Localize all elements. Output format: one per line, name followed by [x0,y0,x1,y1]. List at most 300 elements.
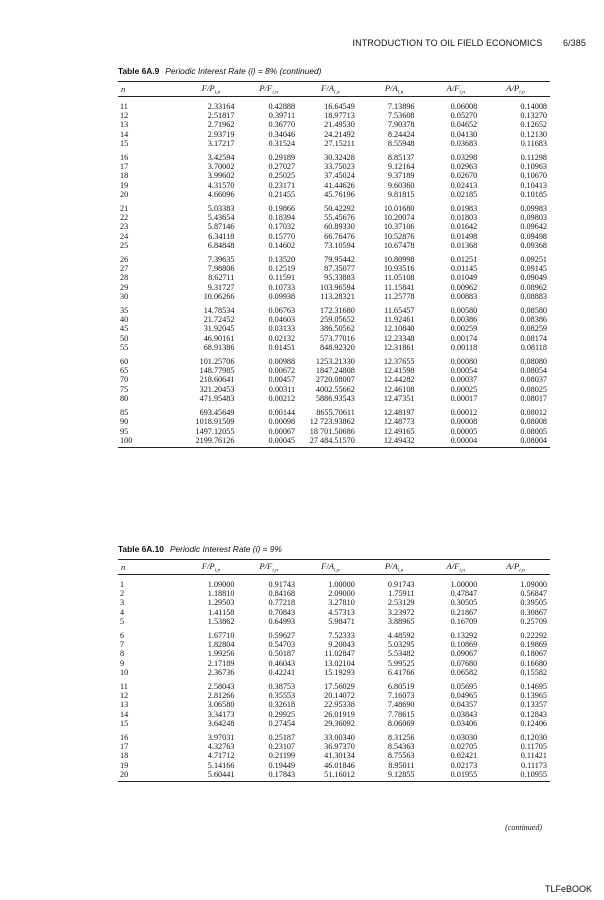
table-row [118,171,550,180]
table-cell: 0.00174 [450,333,478,343]
table-cell: 13 [120,700,129,710]
table-cell: 0.19866 [268,204,296,214]
table-cell: 4.31570 [207,180,235,190]
table-cell: 0.00311 [268,384,296,394]
table-cell: 321.20453 [199,384,235,394]
table-cell: 8.75563 [387,751,415,761]
table-cell: 0.42888 [268,102,296,111]
table-cell: 2.58043 [207,682,235,692]
table-cell: 0.12652 [520,120,547,130]
table-cell: 0.01049 [450,273,478,283]
table-cell: 2199.76126 [195,435,235,445]
table-row [118,352,550,366]
table-cell: 0.08017 [520,393,547,403]
table-cell: 11.15841 [384,282,415,292]
table-cell: 33.75023 [324,162,355,172]
table-cell: 4.48592 [387,631,415,641]
column-header: $P/A_{i,n}$ [384,82,404,96]
table-cell: 6.80519 [387,682,415,692]
table-cell: 11.02847 [324,649,355,659]
table-cell: 0.15770 [268,231,296,241]
table-cell: 30.32428 [324,153,355,163]
table-row [118,301,550,315]
table-cell: 80 [120,393,129,403]
table-cell: 1.82804 [207,640,235,650]
row-group [118,199,550,250]
table-cell: 1.67710 [207,631,235,641]
table-cell: 0.01251 [450,255,478,265]
column-header: $A/F_{i,n}$ [446,560,466,574]
table-cell: 0.09983 [520,204,547,214]
row-group [118,575,550,627]
table-cell: 7 [120,640,125,650]
table-cell: 0.08386 [520,315,547,325]
table-cell: 9.12164 [387,162,415,172]
table-cell: 0.00457 [268,375,296,385]
table-caption [118,66,550,76]
table-cell: 0.25187 [268,733,296,743]
table-cell: 31.92045 [203,324,235,334]
table-cell: 7.52333 [328,631,355,641]
table-cell: 0.02705 [450,742,478,752]
table-cell: 0.29925 [268,709,296,719]
table-cell: 10.93516 [383,264,415,274]
table-cell: 0.12519 [268,264,296,274]
table-cell: 0.00037 [450,375,478,385]
table-cell: 0.34046 [268,129,296,139]
table-row [118,608,550,617]
table-row [118,668,550,677]
table-cell: 24 [120,231,129,241]
table-cell: 7.13896 [387,102,415,111]
table-cell: 70 [120,375,129,385]
table-cell: 0.09498 [520,231,547,241]
table-cell: 172.31680 [320,306,355,316]
table-cell: 0.00988 [268,357,296,367]
column-header: $P/A_{i,n}$ [384,560,404,574]
table-cell: 0.17032 [268,222,296,232]
table-cell: 101.25706 [199,357,235,367]
table-row [118,710,550,719]
table-cell: 7.90378 [387,120,415,130]
table-cell: 0.11421 [520,751,547,761]
table-cell: 0.08008 [520,417,547,427]
table-cell: 7.39635 [207,255,235,265]
table-cell: 8.95011 [388,760,415,770]
table-cell: 0.00008 [450,417,478,427]
table-cell: 148.77985 [199,366,235,376]
table-cell: 3.64248 [207,718,235,728]
table-cell: 0.01803 [450,213,478,223]
table-cell: 0.13965 [520,691,547,701]
table-cell: 18 [120,751,129,761]
table-row [118,97,550,112]
table-cell: 0.14602 [268,240,296,250]
table-row [118,162,550,171]
table-cell: 0.23107 [268,742,296,752]
table-cell: 10.01680 [383,204,415,214]
table-cell: 24.21492 [324,129,355,139]
row-group [118,97,550,149]
table-cell: 0.01368 [450,240,478,250]
table-cell: 3.34173 [207,709,235,719]
table-cell: 0.00580 [450,306,478,316]
table-cell: 17 [120,162,129,172]
table-cell: 18.97713 [324,111,355,121]
table-cell: 12 [120,111,129,121]
table-cell: 0.21867 [450,607,478,617]
table-cell: 0.02963 [450,162,478,172]
table-cell: 11 [120,102,128,111]
table-cell: 2.36736 [207,667,235,677]
table-row [118,241,550,250]
table-cell: 8.31256 [387,733,415,743]
table-cell: 0.08054 [520,366,547,376]
table-cell: 13.02104 [324,658,355,668]
table-cell: 6 [120,631,125,641]
table-cell: 18 701.50686 [309,426,355,436]
table-cell: 8.24424 [387,129,415,139]
table-row [118,640,550,649]
table-cell: 19 [120,180,129,190]
table-cell: 17 [120,742,129,752]
table-cell: 2.53129 [387,598,415,608]
table-cell: 12 723.93862 [309,417,355,427]
table-cell: 0.09049 [520,273,547,283]
table-row [118,575,550,590]
table-cell: 5.43654 [207,213,235,223]
table-row [118,315,550,324]
table-cell: 0.12406 [520,718,547,728]
table-cell: 8.85137 [387,153,415,163]
table-cell: 5886.93543 [315,393,355,403]
table-cell: 14.78534 [203,306,235,316]
table-cell: 0.08004 [520,435,547,445]
table-cell: 0.11298 [520,153,547,163]
table-cell: 386.50562 [320,324,355,334]
table-cell: 12.10840 [383,324,415,334]
table-cell: 0.08883 [520,291,547,301]
table-cell: 0.27454 [268,718,296,728]
table-cell: 0.17843 [268,769,296,779]
table-cell: 2720.08007 [315,375,355,385]
table-cell: 22 [120,213,129,223]
column-header: $A/P_{i,n}$ [506,82,525,96]
table-cell: 0.08174 [520,333,547,343]
table-cell: 0.16709 [450,616,478,626]
table-cell: 9.60360 [387,180,415,190]
table-cell: 3.17217 [207,138,235,148]
table-cell: 66.76476 [324,231,355,241]
table-cell: 21.72452 [203,315,235,325]
table-cell: 79.95442 [324,255,355,265]
table-cell: 2.09000 [328,589,355,599]
table-cell: 0.11683 [520,138,547,148]
table-row [118,111,550,120]
table-cell: 1.00000 [328,580,355,589]
table-row [118,403,550,417]
table-cell: 3.06580 [207,700,235,710]
table-cell: 471.95483 [199,393,235,403]
row-group [118,148,550,199]
table-cell: 29.36092 [324,718,355,728]
table-row [118,394,550,403]
table-row [118,677,550,691]
table-row [118,264,550,273]
table-row [118,292,550,301]
table-cell: 8 [120,649,125,659]
table-cell: 0.00054 [450,366,478,376]
table-cell: 16 [120,153,129,163]
table-cell: 3.42594 [207,153,235,163]
table-cell: 10.06266 [203,291,235,301]
table-cell: 0.04357 [450,700,478,710]
table-cell: 0.31524 [268,138,296,148]
table-cell: 0.56847 [520,589,547,599]
table-cell: 0.11591 [268,273,296,283]
table-cell: 4.71712 [207,751,235,761]
table-row [118,761,550,770]
table-cell: 693.45649 [199,408,235,418]
table-cell: 0.54703 [268,640,296,650]
continued-note: (continued) [505,823,542,832]
table-cell: 8.06069 [387,718,415,728]
table-cell: 16 [120,733,129,743]
table-cell: 29 [120,282,129,292]
table-cell: 37.45024 [324,171,355,181]
table-6a9 [118,66,550,448]
table-cell: 75 [120,384,129,394]
table-cell: 65 [120,366,129,376]
table-cell: 8.54363 [387,742,415,752]
table-cell: 12.48197 [383,408,415,418]
table-cell: 5.03383 [207,204,235,214]
table-cell: 6.84848 [207,240,235,250]
table-cell: 0.00004 [450,435,478,445]
table-cell: 1.53862 [207,616,235,626]
table-cell: 0.21199 [268,751,296,761]
table-cell: 0.46043 [268,658,296,668]
table-cell: 1.00000 [450,580,478,589]
table-cell: 11.25778 [384,291,415,301]
table-cell: 0.06008 [450,102,478,111]
table-cell: 7.48690 [387,700,415,710]
table-cell: 1.41158 [208,607,235,617]
table-cell: 1 [120,580,125,589]
row-group [118,403,550,447]
table-cell: 0.10869 [450,640,478,650]
table-cell: 0.50187 [268,649,296,659]
table-cell: 0.38753 [268,682,296,692]
table-cell: 0.09368 [520,240,547,250]
table-row [118,770,550,782]
table-cell: 0.91743 [268,580,296,589]
table-cell: 0.10963 [520,162,547,172]
table-cell: 0.09145 [520,264,547,274]
table-cell: 11.65457 [384,306,415,316]
table-cell: 5.99525 [387,658,415,668]
table-cell: 103.96594 [320,282,355,292]
table-header-row [118,560,550,575]
table-cell: 0.00067 [268,426,296,436]
table-cell: 55 [120,342,129,352]
table-cell: 27 484.51570 [309,435,355,445]
table-cell: 0.10185 [520,189,547,199]
table-cell: 0.84168 [268,589,296,599]
table-row [118,190,550,199]
table-cell: 10.52876 [383,231,415,241]
table-cell: 0.19869 [520,640,547,650]
table-row [118,617,550,626]
table-cell: 17.56029 [324,682,355,692]
table-cell: 22.95338 [324,700,355,710]
table-cell: 46.01846 [324,760,355,770]
table-cell: 9 [120,658,125,668]
table-cell: 3.97031 [207,733,235,743]
table-cell: 848.92320 [320,342,355,352]
table-cell: 0.05695 [450,682,478,692]
table-cell: 11 [120,682,128,692]
table-row [118,589,550,598]
table-cell: 0.30505 [450,598,478,608]
table-cell: 4002.55662 [315,384,355,394]
table-row [118,232,550,241]
table-cell: 0.03030 [450,733,478,743]
table-cell: 0.03843 [450,709,478,719]
table-cell: 12.37655 [383,357,415,367]
table-row [118,385,550,394]
table-cell: 0.02185 [450,189,478,199]
table-cell: 0.32618 [268,700,296,710]
table-cell: 10.67478 [383,240,415,250]
table-cell: 7.53608 [387,111,415,121]
table-cell: 3.70002 [207,162,235,172]
table-cell: 0.09938 [268,291,296,301]
table-cell: 3.99602 [207,171,235,181]
table-cell: 25 [120,240,129,250]
table-cell: 85 [120,408,129,418]
table-cell: 23 [120,222,129,232]
row-group [118,677,550,728]
table-row [118,181,550,190]
table-row [118,691,550,700]
table-row [118,222,550,231]
table-cell: 0.64993 [268,616,296,626]
table-cell: 0.00672 [268,366,296,376]
table-row [118,742,550,751]
table-cell: 0.14695 [520,682,547,692]
table-cell: 0.25709 [520,616,547,626]
table-cell: 6.34118 [208,231,235,241]
table-row [118,139,550,148]
table-cell: 45.76196 [324,189,355,199]
table-cell: 0.00386 [450,315,478,325]
column-header: $P/F_{i,n}$ [259,560,278,574]
table-cell: 0.06763 [268,306,296,316]
column-header: n [121,562,126,572]
table-cell: 0.03133 [268,324,296,334]
table-cell: 0.08025 [520,384,547,394]
table-cell: 15 [120,138,129,148]
table-cell: 12.46108 [383,384,415,394]
table-cell: 0.01642 [450,222,478,232]
table-cell: 0.16680 [520,658,547,668]
table-cell: 2.81266 [207,691,235,701]
table-row [118,719,550,728]
table-cell: 90 [120,417,129,427]
table-cell: 0.00012 [450,408,478,418]
table-cell: 20 [120,189,129,199]
table-cell: 0.02670 [450,171,478,181]
table-row [118,366,550,375]
table-cell: 0.10413 [520,180,547,190]
table-cell: 0.08962 [520,282,547,292]
row-group [118,626,550,677]
table-cell: 3.23972 [387,607,415,617]
row-group [118,352,550,403]
table-cell: 10 [120,667,129,677]
table-caption [118,544,550,554]
table-cell: 0.03683 [450,138,478,148]
table-cell: 0.18394 [268,213,296,223]
table-row [118,213,550,222]
table-cell: 1.29503 [207,598,235,608]
table-cell: 12.44282 [383,375,415,385]
table-cell: 46.90161 [203,333,235,343]
table-cell: 0.08005 [520,426,547,436]
table-cell: 1.09000 [207,580,235,589]
table-cell: 0.09803 [520,213,547,223]
table-cell: 218.60641 [199,375,235,385]
table-cell: 0.08259 [520,324,547,334]
table-cell: 0.00962 [450,282,478,292]
table-cell: 41.44626 [324,180,355,190]
table-cell: 0.10670 [520,171,547,181]
table-cell: 60.89330 [324,222,355,232]
table-row [118,728,550,742]
table-cell: 8.62711 [208,273,235,283]
table-cell: 0.08012 [520,408,547,418]
table-label: Table 6A.10 [118,544,164,554]
table-cell: 3.27810 [328,598,355,608]
table-cell: 573.77016 [320,333,355,343]
table-cell: 2 [120,589,125,599]
table-cell: 0.07680 [450,658,478,668]
table-cell: 9.12855 [387,769,415,779]
table-cell: 18 [120,171,129,181]
table-cell: 0.06582 [450,667,478,677]
table-cell: 100 [120,435,133,445]
table-cell: 6.41766 [387,667,415,677]
table-row [118,417,550,426]
table-cell: 5.03295 [387,640,415,650]
table-cell: 0.13270 [520,111,547,121]
table-cell: 3.88965 [387,616,415,626]
table-cell: 0.02413 [450,180,478,190]
table-cell: 0.23171 [268,180,296,190]
table-cell: 0.10733 [268,282,296,292]
column-header: $A/P_{i,n}$ [506,560,525,574]
table-cell: 0.36770 [268,120,296,130]
table-cell: 12.23348 [383,333,415,343]
table-row [118,250,550,264]
table-cell: 9.20043 [328,640,355,650]
table-row [118,334,550,343]
table-cell: 5.53482 [387,649,415,659]
table-cell: 0.00144 [268,408,296,418]
table-cell: 60 [120,357,129,367]
table-cell: 0.27027 [268,162,296,172]
